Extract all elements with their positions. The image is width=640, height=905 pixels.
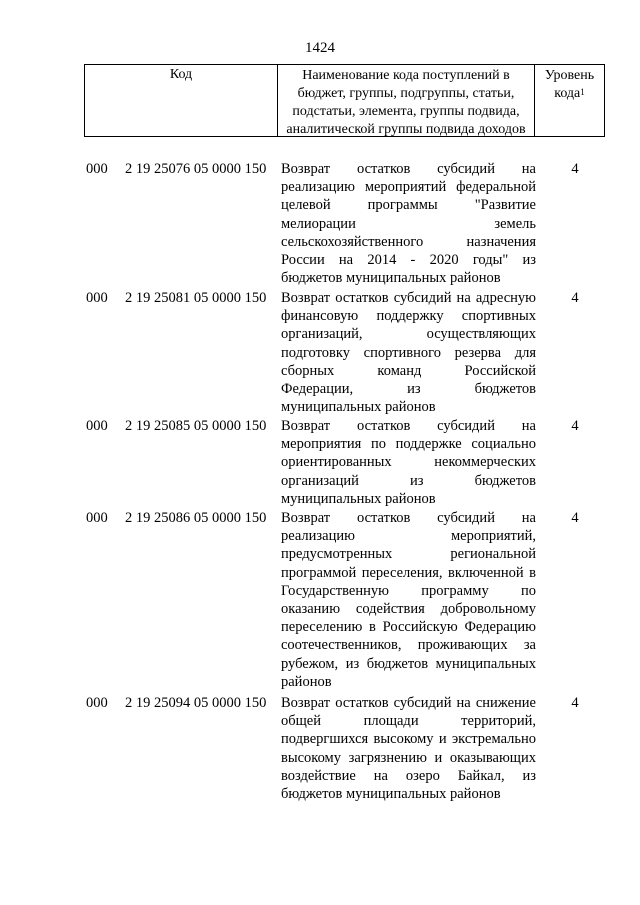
row-group-code: 000 [86,510,108,526]
row-name-line: высокому загрязнению и оказывающих [281,749,536,766]
row-name-line: Государственную программу по [281,582,536,599]
row-level: 4 [571,510,579,526]
row-name-line: воздействие на озеро Байкал, из [281,767,536,784]
header-code: Код [169,67,193,82]
header-level [535,65,604,136]
row-name-line: общей площади территорий, [281,713,536,730]
row-name-line: оказанию содействия добровольному [281,600,536,617]
row-level: 4 [571,161,579,177]
footnote-mark: 1 [580,87,585,97]
row-name-line: сельскохозяйственного назначения [281,233,536,250]
row-revenue-code: 2 19 25076 05 0000 150 [125,161,267,177]
row-name-line: программой переселения, включенной в [281,564,536,581]
header-name [277,65,535,136]
row-name-line: ориентированных некоммерческих [281,454,536,471]
row-level: 4 [571,695,579,711]
row-name-line: сборных команд Российской [281,362,536,379]
row-name-line: организаций из бюджетов [281,472,536,489]
row-name-line: соотечественников, проживающих за [281,637,536,654]
row-name-line: целевой программы "Развитие [281,197,536,214]
row-name-line: переселению в Российскую Федерацию [281,619,536,636]
row-level: 4 [571,290,579,306]
row-name-line: Возврат остатков субсидий на адресную [281,290,536,306]
row-name [281,694,536,803]
row-name [281,289,536,416]
header-level-label: Уровень [544,68,595,83]
row-group-code: 000 [86,695,108,711]
row-name [281,160,536,287]
row-group-code: 000 [86,161,108,177]
header-level-label-2: кода$^1$ [554,86,585,101]
row-name-line: Возврат остатков субсидий на [281,161,536,177]
header-name-line: подстатьи, элемента, группы подвида, [292,104,520,119]
header-name-line: бюджет, группы, подгруппы, статьи, [297,86,515,101]
row-revenue-code: 2 19 25081 05 0000 150 [125,290,267,306]
row-name-line: организаций, осуществляющих [281,326,536,343]
row-name-line: районов [281,673,332,690]
row-name-line: реализацию мероприятий федеральной [281,179,536,196]
row-name-line: Федерации, из бюджетов [281,380,536,397]
row-name-line: муниципальных районов [281,399,436,416]
row-name-line: Возврат остатков субсидий на [281,418,536,434]
row-revenue-code: 2 19 25086 05 0000 150 [125,510,267,526]
row-name-line: мероприятия по поддержке социально [281,436,536,453]
row-name-line: бюджетов муниципальных районов [281,270,501,287]
row-level: 4 [571,418,579,434]
page-number: 1424 [305,40,335,56]
row-name-line: бюджетов муниципальных районов [281,785,501,802]
row-group-code: 000 [86,290,108,306]
row-name-line: подготовку спортивного резерва для [281,344,536,361]
table-header [84,64,605,137]
row-name-line: предусмотренных региональной [281,546,536,563]
row-name-line: реализацию мероприятий, [281,528,536,545]
row-name-line: Возврат остатков субсидий на [281,510,536,526]
row-name [281,509,536,691]
row-name-line: муниципальных районов [281,490,436,507]
row-name-line: финансовую поддержку спортивных [281,308,536,325]
row-name [281,417,536,508]
row-name-line: России на 2014 - 2020 годы" из [281,251,536,268]
row-name-line: Возврат остатков субсидий на снижение [281,695,536,711]
header-name-line: аналитической группы подвида доходов [286,122,526,137]
row-name-line: рубежом, из бюджетов муниципальных [281,655,536,672]
header-name-line: Наименование кода поступлений в [302,68,510,83]
row-group-code: 000 [86,418,108,434]
row-revenue-code: 2 19 25094 05 0000 150 [125,695,267,711]
row-name-line: подвергшихся высокому и экстремально [281,731,536,748]
row-revenue-code: 2 19 25085 05 0000 150 [125,418,267,434]
row-name-line: мелиорации земель [281,215,536,232]
